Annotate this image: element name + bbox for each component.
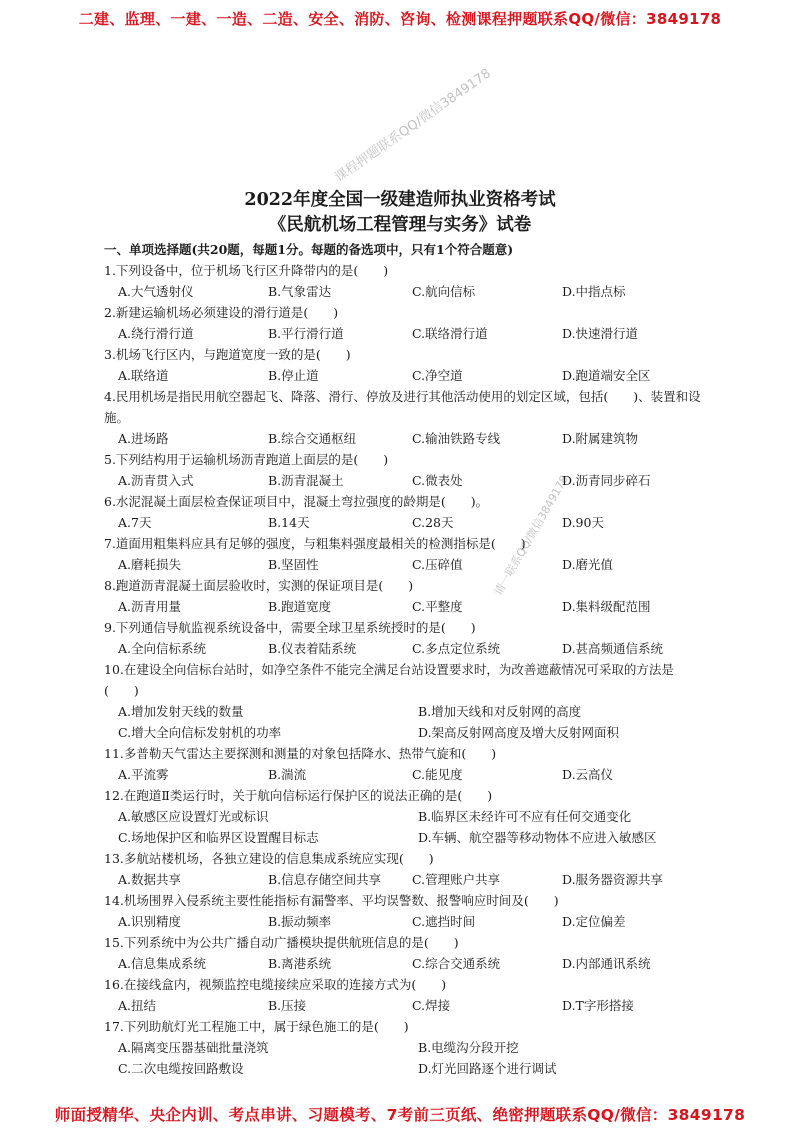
answer-option: D.磨光值	[562, 557, 614, 572]
question-stem: 4.民用机场是指民用航空器起飞、降落、滑行、停放及进行其他活动使用的划定区域，包括( )、装置和设施。	[104, 389, 701, 425]
answer-option: C.增大全向信标发射机的功率	[118, 725, 282, 740]
question-stem: 12.在跑道Ⅱ类运行时，关于航向信标运行保护区的说法正确的是( )	[104, 788, 493, 803]
question-stem: 7.道面用粗集料应具有足够的强度，与粗集料强度最相关的检测指标是( )	[104, 536, 526, 551]
answer-option: A.沥青贯入式	[118, 473, 194, 488]
question-item	[104, 449, 704, 491]
answer-option: B.信息存储空间共享	[268, 872, 382, 887]
question-stem: 10.在建设全向信标台站时，如净空条件不能完全满足台站设置要求时，为改善遮蔽情况可采取的方法是( )	[104, 662, 674, 698]
question-item	[104, 302, 704, 344]
option-row	[104, 323, 704, 344]
answer-option: D.90天	[562, 515, 604, 530]
answer-option: D.中指点标	[562, 284, 626, 299]
answer-option: B.停止道	[268, 368, 319, 383]
answer-option: A.大气透射仪	[118, 284, 194, 299]
question-stem: 13.多航站楼机场，各独立建设的信息集成系统应实现( )	[104, 851, 434, 866]
answer-option: C.压碎值	[412, 557, 463, 572]
question-item	[104, 932, 704, 974]
answer-option: B.离港系统	[268, 956, 332, 971]
answer-option: A.信息集成系统	[118, 956, 207, 971]
question-item	[104, 743, 704, 785]
answer-option: A.绕行滑行道	[118, 326, 194, 341]
exam-subtitle: 《民航机场工程管理与实务》试卷	[268, 215, 532, 235]
option-row	[104, 911, 704, 932]
answer-option: B.坚固性	[268, 557, 319, 572]
answer-option: C.焊接	[412, 998, 451, 1013]
answer-option: A.沥青用量	[118, 599, 182, 614]
option-row	[104, 638, 704, 659]
answer-option: B.仪表着陆系统	[268, 641, 357, 656]
answer-option: B.14天	[268, 515, 310, 530]
option-row	[104, 806, 704, 827]
answer-option: C.综合交通系统	[412, 956, 501, 971]
option-row	[104, 470, 704, 491]
answer-option: A.增加发射天线的数量	[118, 704, 244, 719]
option-row	[104, 1058, 704, 1079]
answer-option: A.数据共享	[118, 872, 182, 887]
option-row	[104, 596, 704, 617]
answer-option: B.电缆沟分段开挖	[418, 1040, 519, 1055]
question-stem: 2.新建运输机场必须建设的滑行道是( )	[104, 305, 339, 320]
top-promo-banner: 二建、监理、一建、一造、二造、安全、消防、咨询、检测课程押题联系QQ/微信：3849178	[78, 10, 722, 28]
option-row	[104, 827, 704, 848]
answer-option: D.沥青同步碎石	[562, 473, 651, 488]
answer-option: D.跑道端安全区	[562, 368, 651, 383]
question-item	[104, 386, 704, 449]
question-stem: 11.多普勒天气雷达主要探测和测量的对象包括降水、热带气旋和( )	[104, 746, 497, 761]
question-list	[104, 260, 704, 1079]
answer-option: D.云高仪	[562, 767, 614, 782]
answer-option: C.微表处	[412, 473, 463, 488]
question-stem: 8.跑道沥青混凝土面层验收时，实测的保证项目是( )	[104, 578, 414, 593]
question-item	[104, 617, 704, 659]
answer-option: B.跑道宽度	[268, 599, 332, 614]
answer-option: B.气象雷达	[268, 284, 332, 299]
question-item	[104, 575, 704, 617]
question-stem: 3.机场飞行区内，与跑道宽度一致的是( )	[104, 347, 351, 362]
question-stem: 15.下列系统中为公共广播自动广播模块提供航班信息的是( )	[104, 935, 459, 950]
answer-option: D.附属建筑物	[562, 431, 639, 446]
answer-option: C.管理账户共享	[412, 872, 501, 887]
bottom-promo-banner: 师面授精华、央企内训、考点串讲、习题模考、7考前三页纸、绝密押题联系QQ/微信：3849178	[54, 1106, 746, 1124]
answer-option: A.7天	[118, 515, 152, 530]
question-item	[104, 659, 704, 743]
option-row	[104, 512, 704, 533]
answer-option: D.架高反射网高度及增大反射网面积	[418, 725, 620, 740]
option-row	[104, 869, 704, 890]
answer-option: D.集料级配范围	[562, 599, 651, 614]
question-item	[104, 848, 704, 890]
option-row	[104, 281, 704, 302]
answer-option: B.压接	[268, 998, 307, 1013]
answer-option: D.快速滑行道	[562, 326, 639, 341]
diagonal-watermark: 课程押题联系QQ/微信3849178	[332, 66, 494, 186]
answer-option: D.甚高频通信系统	[562, 641, 664, 656]
answer-option: B.增加天线和对反射网的高度	[418, 704, 582, 719]
question-item	[104, 533, 704, 575]
answer-option: C.平整度	[412, 599, 463, 614]
question-stem: 5.下列结构用于运输机场沥青跑道上面层的是( )	[104, 452, 389, 467]
question-stem: 1.下列设备中，位于机场飞行区升降带内的是( )	[104, 263, 389, 278]
answer-option: A.磨耗损失	[118, 557, 182, 572]
answer-option: C.遮挡时间	[412, 914, 476, 929]
answer-option: C.净空道	[412, 368, 463, 383]
answer-option: A.敏感区应设置灯光或标识	[118, 809, 269, 824]
question-stem: 17.下列助航灯光工程施工中，属于绿色施工的是( )	[104, 1019, 409, 1034]
answer-option: C.多点定位系统	[412, 641, 501, 656]
answer-option: C.二次电缆按回路敷设	[118, 1061, 244, 1076]
answer-option: A.隔离变压器基础批量浇筑	[118, 1040, 269, 1055]
question-stem: 14.机场围界入侵系统主要性能指标有漏警率、平均误警数、报警响应时间及( )	[104, 893, 559, 908]
option-row	[104, 554, 704, 575]
section-heading: 一、单项选择题(共20题，每题1分。每题的备选项中，只有1个符合题意)	[104, 242, 514, 257]
answer-option: C.28天	[412, 515, 454, 530]
answer-option: A.联络道	[118, 368, 169, 383]
answer-option: C.输油铁路专线	[412, 431, 501, 446]
question-item	[104, 344, 704, 386]
question-item	[104, 974, 704, 1016]
answer-option: B.平行滑行道	[268, 326, 344, 341]
answer-option: D.灯光回路逐个进行调试	[418, 1061, 557, 1076]
option-row	[104, 365, 704, 386]
answer-option: D.服务器资源共享	[562, 872, 664, 887]
answer-option: D.内部通讯系统	[562, 956, 651, 971]
answer-option: D.T字形搭接	[562, 998, 634, 1013]
answer-option: B.综合交通枢纽	[268, 431, 357, 446]
option-row	[104, 764, 704, 785]
question-item	[104, 890, 704, 932]
question-item	[104, 785, 704, 848]
option-row	[104, 722, 704, 743]
answer-option: B.沥青混凝土	[268, 473, 344, 488]
option-row	[104, 701, 704, 722]
exam-body	[104, 239, 704, 1079]
answer-option: C.航向信标	[412, 284, 476, 299]
answer-option: C.场地保护区和临界区设置醒目标志	[118, 830, 319, 845]
exam-title: 2022年度全国一级建造师执业资格考试	[244, 190, 556, 210]
question-stem: 6.水泥混凝土面层检查保证项目中，混凝土弯拉强度的龄期是( )。	[104, 494, 489, 509]
option-row	[104, 1037, 704, 1058]
option-row	[104, 953, 704, 974]
answer-option: B.临界区未经许可不应有任何交通变化	[418, 809, 632, 824]
answer-option: A.平流雾	[118, 767, 169, 782]
question-item	[104, 260, 704, 302]
question-stem: 16.在接线盒内，视频监控电缆接续应采取的连接方式为( )	[104, 977, 447, 992]
question-item	[104, 1016, 704, 1079]
answer-option: D.车辆、航空器等移动物体不应进入敏感区	[418, 830, 657, 845]
question-stem: 9.下列通信导航监视系统设备中，需要全球卫星系统授时的是( )	[104, 620, 476, 635]
option-row	[104, 428, 704, 449]
answer-option: D.定位偏差	[562, 914, 626, 929]
question-item	[104, 491, 704, 533]
diagonal-watermark-2: 请一联系QQ/微信3849178	[491, 473, 571, 598]
answer-option: C.能见度	[412, 767, 463, 782]
answer-option: A.进场路	[118, 431, 169, 446]
answer-option: B.振动频率	[268, 914, 332, 929]
answer-option: A.全向信标系统	[118, 641, 207, 656]
option-row	[104, 995, 704, 1016]
answer-option: C.联络滑行道	[412, 326, 488, 341]
answer-option: A.扭结	[118, 998, 157, 1013]
answer-option: A.识别精度	[118, 914, 182, 929]
answer-option: B.湍流	[268, 767, 307, 782]
